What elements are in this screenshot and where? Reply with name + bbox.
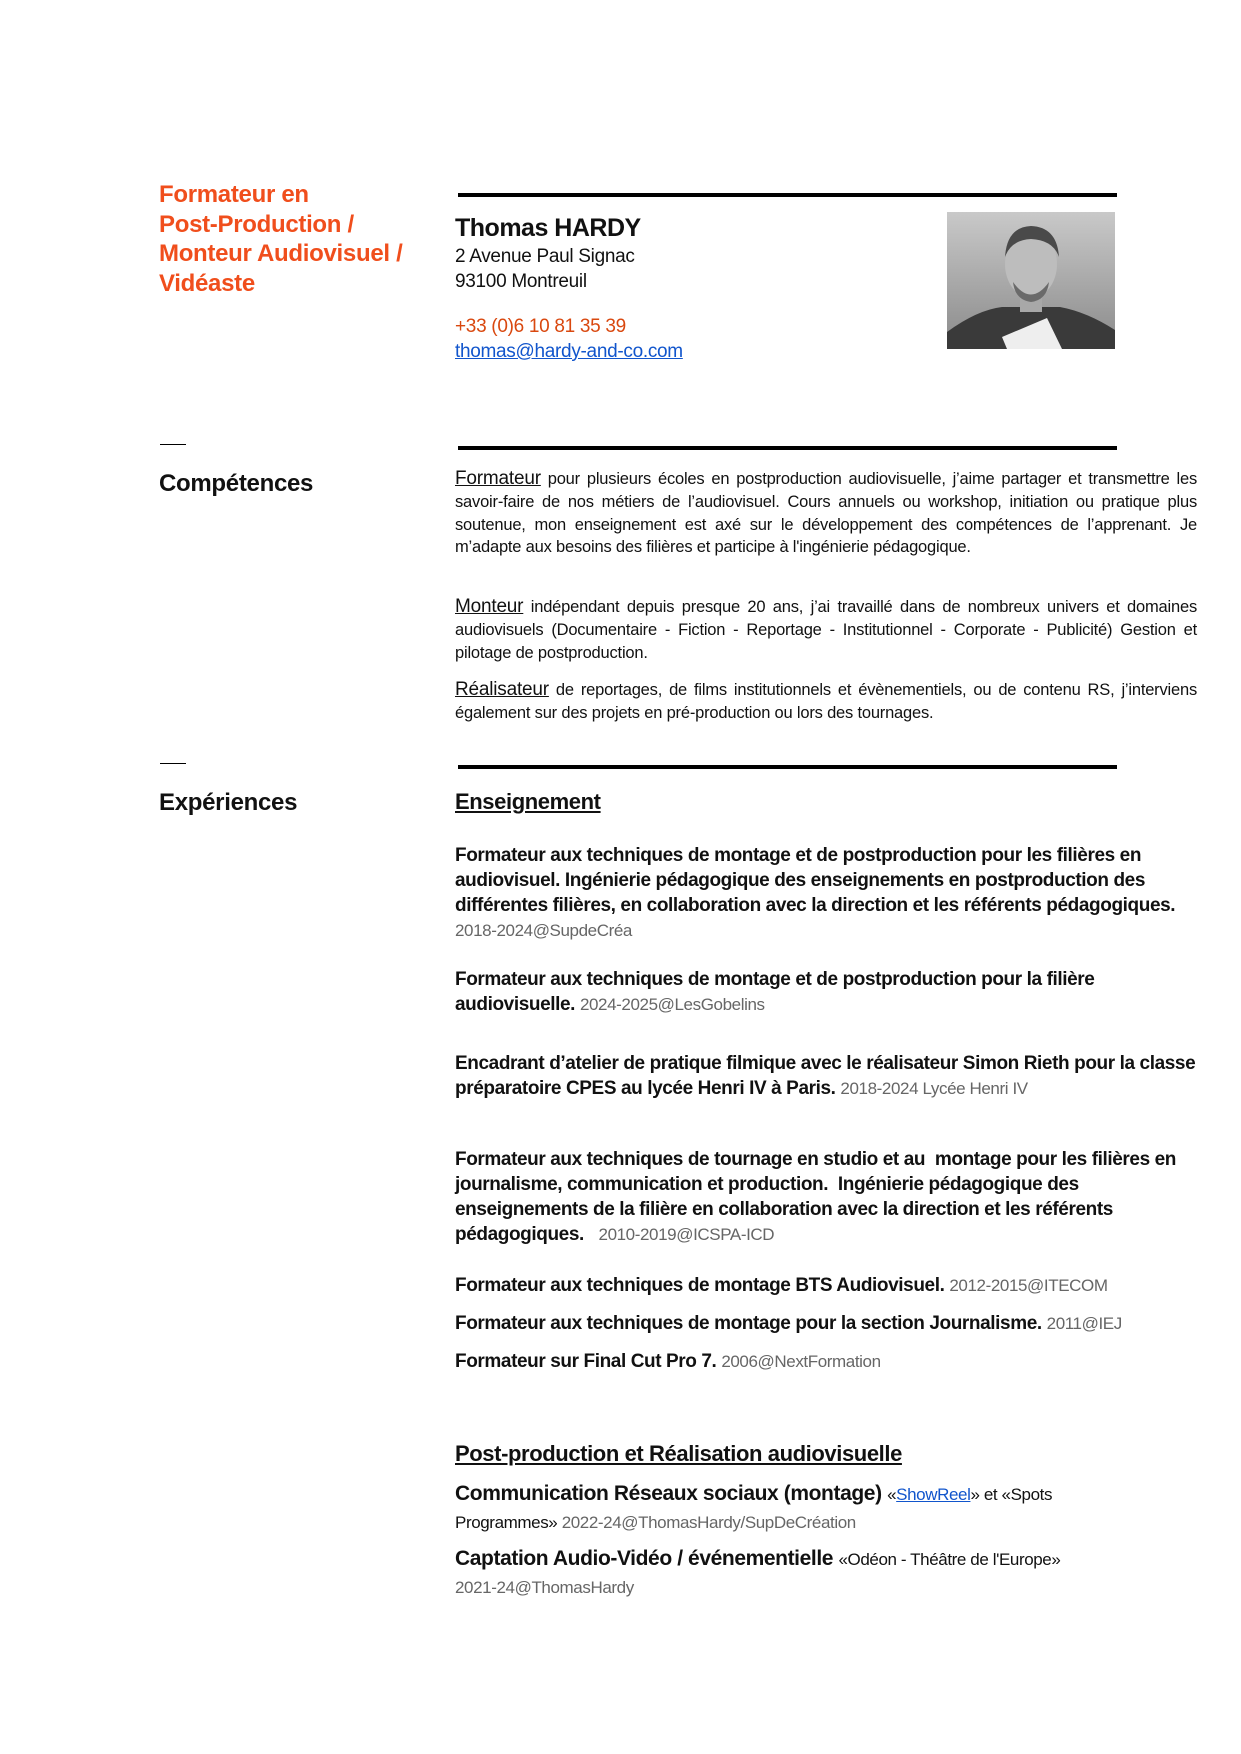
experience-item xyxy=(455,1051,1200,1101)
keyword: Monteur xyxy=(455,596,524,617)
production-title: Communication Réseaux sociaux (montage) xyxy=(455,1482,888,1505)
experience-text: Formateur aux techniques de montage pour la section Journalisme. xyxy=(455,1313,1047,1334)
experience-item xyxy=(455,1349,1200,1374)
experience-item xyxy=(455,843,1200,943)
keyword: Formateur xyxy=(455,468,541,489)
experience-meta: 2018-2024@SupdeCréa xyxy=(455,921,632,940)
production-item xyxy=(455,1480,1155,1537)
paragraph-text: pour plusieurs écoles en postproduction audiovisuelle, j’aime partager et transmettre les savoir-faire de nos métiers de l’audiovisuel. Cours annuels ou workshop, initiation ou pratique plus soutenue, mon enseignement est axé sur le développement des compétences de l’apprenant. Je m’adapte aux besoins des filières et participe à l'ingénierie pédagogique. xyxy=(455,470,1197,557)
divider xyxy=(458,765,1117,769)
subheading-teaching: Enseignement xyxy=(455,789,601,814)
keyword: Réalisateur xyxy=(455,679,549,700)
production-meta: 2021-24@ThomasHardy xyxy=(455,1578,634,1597)
experience-item xyxy=(455,1273,1200,1298)
experience-meta: 2024-2025@LesGobelins xyxy=(579,995,765,1014)
phone: +33 (0)6 10 81 35 39 xyxy=(455,316,626,337)
name: Thomas HARDY xyxy=(455,214,641,242)
job-title-line: Post-Production / xyxy=(159,210,354,238)
job-title-line: Formateur en xyxy=(159,181,309,208)
experience-text: Encadrant d’atelier de pratique filmique avec le réalisateur Simon Rieth pour la classe préparatoire CPES au lycée Henri IV à Paris. xyxy=(455,1053,1196,1099)
production-desc: «Odéon - Théâtre de l'Europe» xyxy=(838,1550,1061,1569)
experience-meta: 2006@NextFormation xyxy=(721,1352,881,1371)
subheading-production: Post-production et Réalisation audiovisuelle xyxy=(455,1441,902,1466)
experience-meta: 2018-2024 Lycée Henri IV xyxy=(840,1079,1028,1098)
section-heading-competences: Compétences xyxy=(159,470,314,497)
address-line1: 2 Avenue Paul Signac xyxy=(455,246,635,267)
experience-text: Formateur sur Final Cut Pro 7. xyxy=(455,1351,722,1372)
experience-text: Formateur aux techniques de montage BTS Audiovisuel. xyxy=(455,1275,950,1296)
experience-item xyxy=(455,1147,1200,1247)
production-item xyxy=(455,1545,1155,1602)
experience-item xyxy=(455,967,1200,1017)
experience-text: Formateur aux techniques de montage et de postproduction pour la filière audiovisuelle. xyxy=(455,969,1095,1015)
production-quote-open: « xyxy=(887,1485,897,1504)
production-title: Captation Audio-Vidéo / événementielle xyxy=(455,1547,839,1570)
divider xyxy=(458,193,1117,197)
divider xyxy=(458,446,1117,450)
experience-meta: 2011@IEJ xyxy=(1046,1314,1122,1333)
divider-dash xyxy=(160,444,186,445)
job-title xyxy=(159,180,403,298)
experience-item xyxy=(455,1311,1200,1336)
profile-photo xyxy=(947,212,1115,349)
job-title-line: Monteur Audiovisuel / xyxy=(159,240,403,267)
address-line2: 93100 Montreuil xyxy=(455,271,587,292)
competence-paragraph xyxy=(455,596,1197,664)
divider-dash xyxy=(160,763,186,764)
section-heading-experiences: Expériences xyxy=(159,789,298,816)
production-meta: 2022-24@ThomasHardy/SupDeCréation xyxy=(561,1513,856,1532)
showreel-link[interactable]: ShowReel xyxy=(896,1485,971,1504)
job-title-line: Vidéaste xyxy=(159,269,255,297)
paragraph-text: de reportages, de films institutionnels et évènementiels, ou de contenu RS, j’interviens également sur des projets en pré-production ou lors des tournages. xyxy=(455,681,1197,722)
email-link[interactable]: thomas@hardy-and-co.com xyxy=(455,341,683,362)
experience-text: Formateur aux techniques de tournage en studio et au montage pour les filières en journalisme, communication et production. Ingénierie pédagogique des enseignements de la filière en collaboration avec la direction et les référents pédagogiques. xyxy=(455,1149,1181,1245)
experience-meta: 2012-2015@ITECOM xyxy=(949,1276,1108,1295)
paragraph-text: indépendant depuis presque 20 ans, j’ai travaillé dans de nombreux univers et domaines audiovisuels (Documentaire - Fiction - Reportage - Institutionnel - Corporate - Publicité) Gestion et pilotage de postproduction. xyxy=(455,598,1197,662)
experience-text: Formateur aux techniques de montage et de postproduction pour les filières en audiovisuel. Ingénierie pédagogique des enseignements en postproduction des différentes filières, en collaboration avec la direction et les référents pédagogiques. xyxy=(455,845,1176,916)
competence-paragraph xyxy=(455,679,1197,725)
experience-meta: 2010-2019@ICSPA-ICD xyxy=(598,1225,775,1244)
competence-paragraph xyxy=(455,468,1197,559)
production-desc: » et «Spots Programmes» xyxy=(455,1485,1053,1532)
